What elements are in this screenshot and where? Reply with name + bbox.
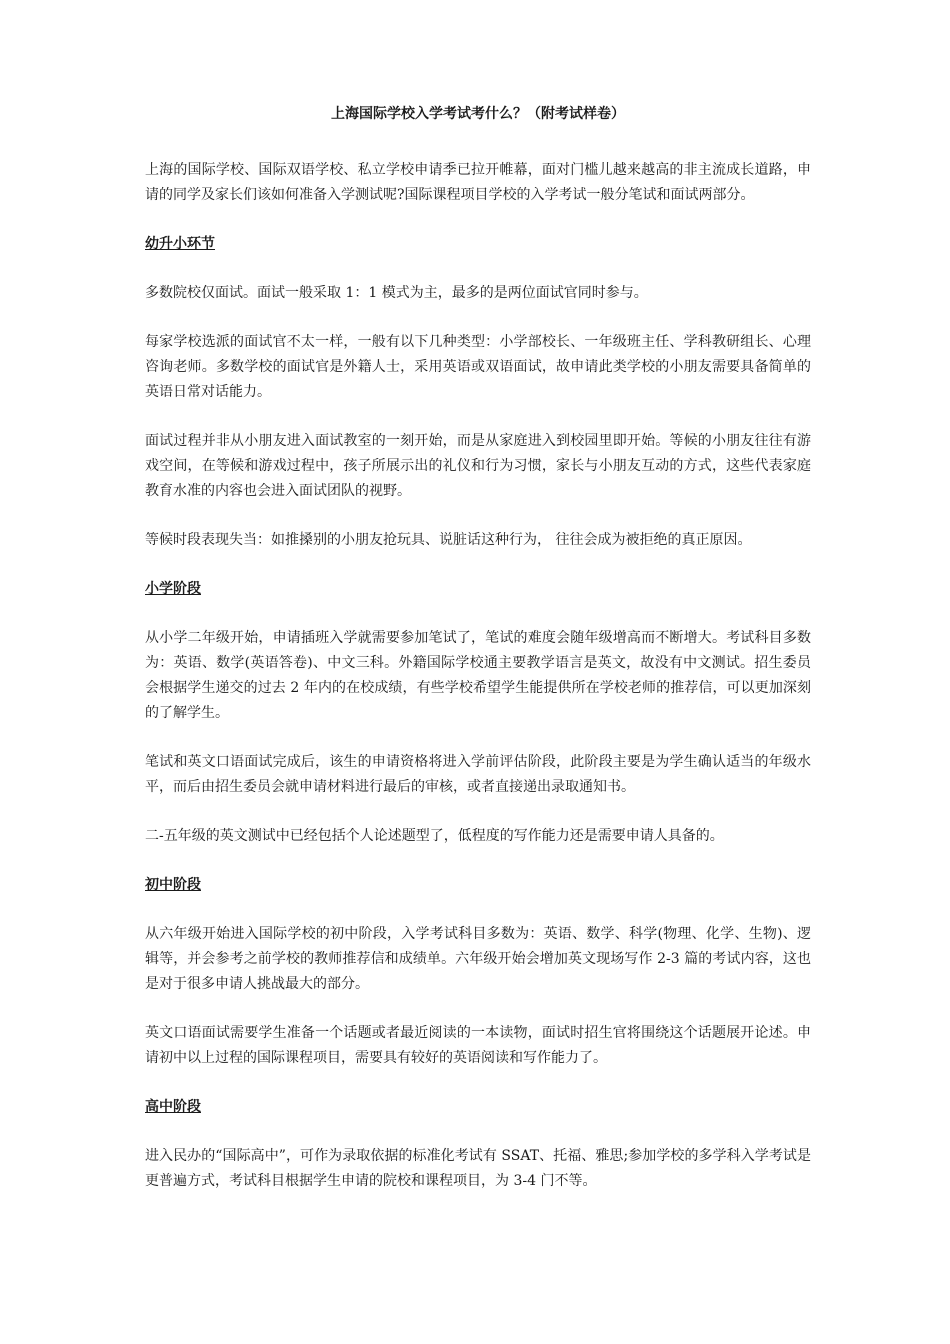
document-page <box>145 102 811 1194</box>
paragraph: 多数院校仅面试。面试一般采取 1：1 模式为主，最多的是两位面试官同时参与。 <box>145 285 648 301</box>
document-title: 上海国际学校入学考试考什么？（附考试样卷） <box>331 106 625 122</box>
paragraph: 从小学二年级开始，申请插班入学就需要参加笔试了，笔试的难度会随年级增高而不断增大。考试科目多数为：英语、数学(英语答卷)、中文三科。外籍国际学校通主要教学语言是英文，故没有中文测试。招生委员会根据学生递交的过去 2 年内的在校成绩，有些学校希望学生能提供所在学校老师的推荐信，可以更加深刻的了解学生。 <box>145 630 811 721</box>
paragraph: 从六年级开始进入国际学校的初中阶段，入学考试科目多数为：英语、数学、科学(物理、化学、生物)、逻辑等，并会参考之前学校的教师推荐信和成绩单。六年级开始会增加英文现场写作 2-3 篇的考试内容，这也是对于很多申请人挑战最大的部分。 <box>145 926 811 992</box>
paragraph: 面试过程并非从小朋友进入面试教室的一刻开始，而是从家庭进入到校园里即开始。等候的小朋友往往有游戏空间，在等候和游戏过程中，孩子所展示出的礼仪和行为习惯，家长与小朋友互动的方式，这些代表家庭教育水准的内容也会进入面试团队的视野。 <box>145 433 811 499</box>
paragraph: 二-五年级的英文测试中已经包括个人论述题型了，低程度的写作能力还是需要申请人具备的。 <box>145 828 724 844</box>
paragraph: 进入民办的“国际高中”，可作为录取依据的标准化考试有 SSAT、托福、雅思;参加学校的多学科入学考试是更普遍方式，考试科目根据学生申请的院校和课程项目，为 3-4 门不等。 <box>145 1148 811 1189</box>
section-heading-senior-high: 高中阶段 <box>145 1099 201 1115</box>
paragraph: 每家学校选派的面试官不太一样，一般有以下几种类型：小学部校长、一年级班主任、学科教研组长、心理咨询老师。多数学校的面试官是外籍人士，采用英语或双语面试，故申请此类学校的小朋友需要具备简单的英语日常对话能力。 <box>145 334 811 400</box>
paragraph: 英文口语面试需要学生准备一个话题或者最近阅读的一本读物，面试时招生官将围绕这个话题展开论述。申请初中以上过程的国际课程项目，需要具有较好的英语阅读和写作能力了。 <box>145 1025 811 1066</box>
section-heading-kindergarten: 幼升小环节 <box>145 236 215 252</box>
section-heading-junior-high: 初中阶段 <box>145 877 201 893</box>
section-heading-primary: 小学阶段 <box>145 581 201 597</box>
paragraph: 等候时段表现失当：如推搡别的小朋友抢玩具、说脏话这种行为， 往往会成为被拒绝的真正原因。 <box>145 532 752 548</box>
paragraph: 笔试和英文口语面试完成后，该生的申请资格将进入学前评估阶段，此阶段主要是为学生确认适当的年级水平，而后由招生委员会就申请材料进行最后的审核，或者直接递出录取通知书。 <box>145 754 811 795</box>
intro-paragraph: 上海的国际学校、国际双语学校、私立学校申请季已拉开帷幕，面对门槛儿越来越高的非主流成长道路，申请的同学及家长们该如何准备入学测试呢?国际课程项目学校的入学考试一般分笔试和面试两部分。 <box>145 162 811 203</box>
